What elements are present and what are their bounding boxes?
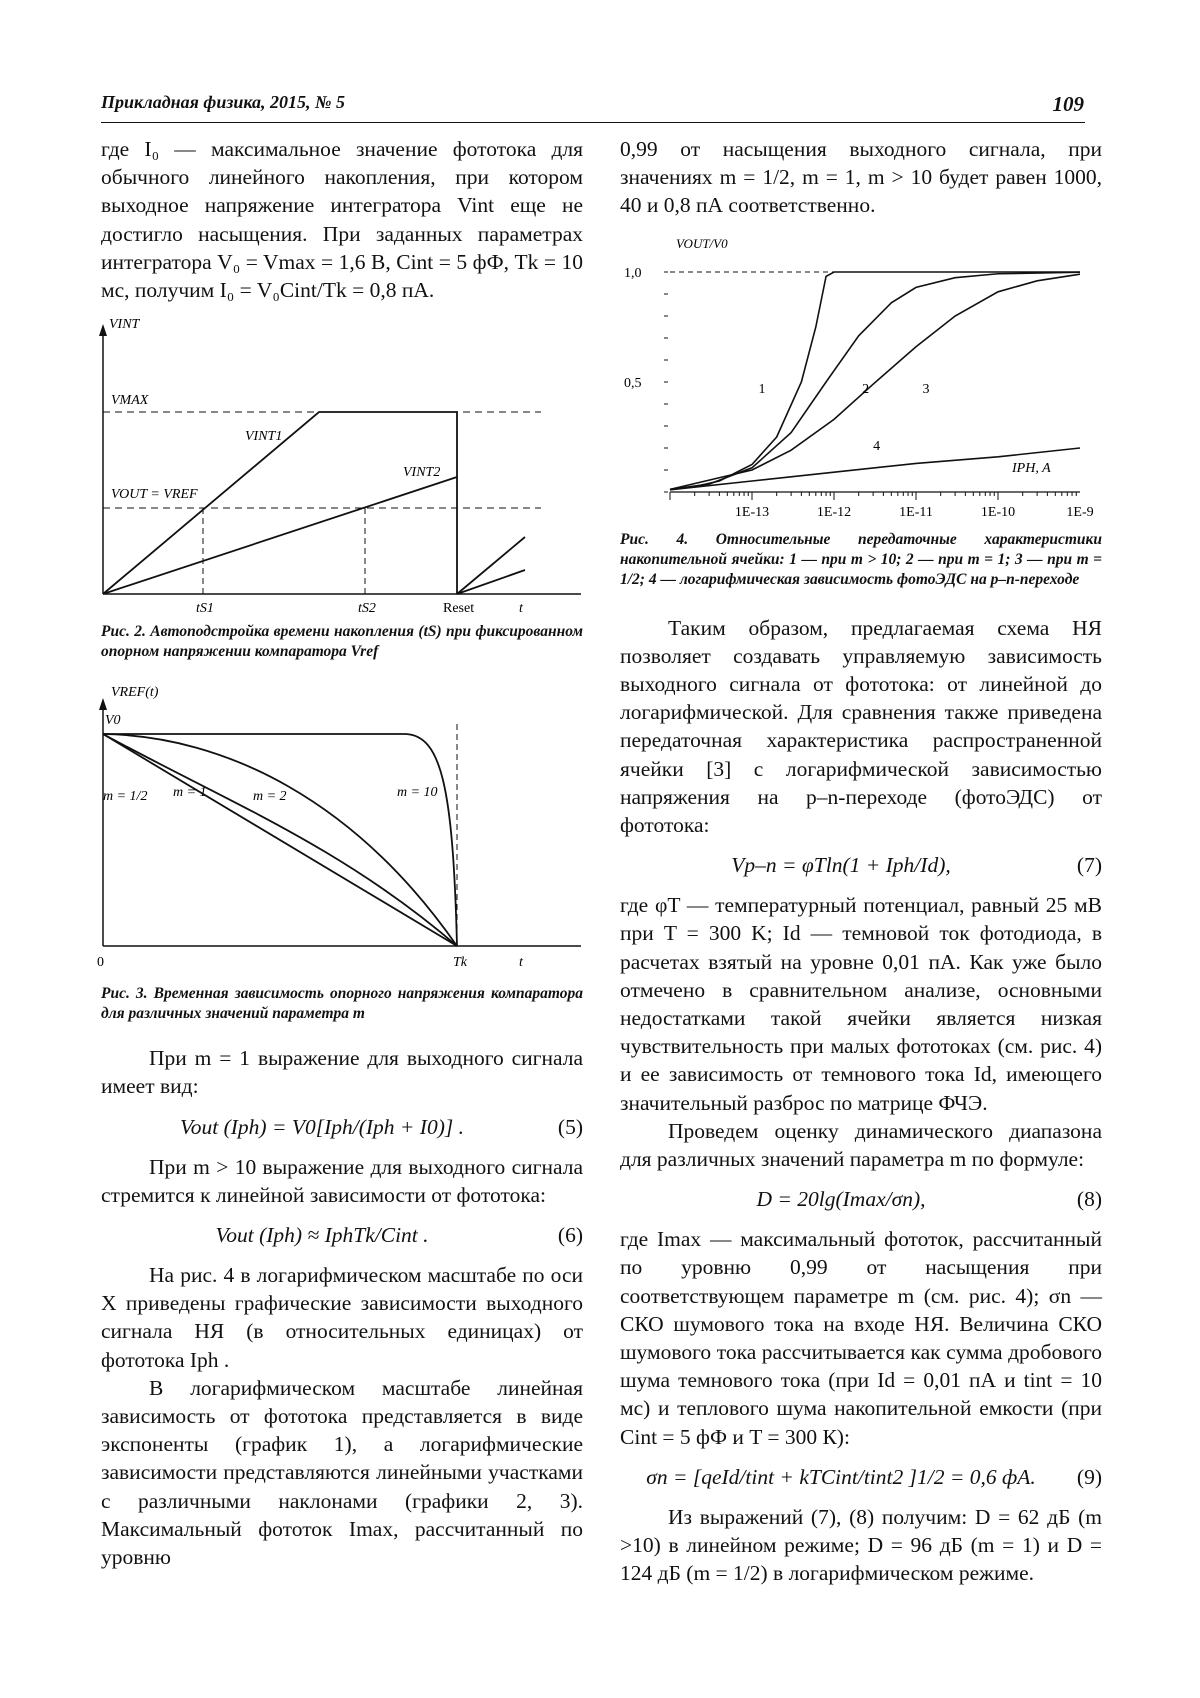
fig4-xtick-label: 1E-10 xyxy=(980,504,1016,520)
fig2-vmax-label: VMAX xyxy=(111,393,149,409)
fig2-ts2-label: tS2 xyxy=(358,601,376,617)
right-paragraph-1: 0,99 от насыщения выходного сигнала, при значениях m = 1/2, m = 1, m > 10 будет равен 1000, 40 и 0,8 пА соответственно. xyxy=(620,137,1102,218)
right-paragraph-2: Таким образом, предлагаемая схема НЯ позволяет создавать управляемую зависимость выходного сигнала от фототока: от линейной до логарифмической. Для сравнения также приведена передаточная характеристика распространенной ячейки [3] с логарифмической зависимостью напряжения на p–n-переходе (фотоЭДС) от фототока: xyxy=(620,615,1102,838)
fig4-series-line-2 xyxy=(670,272,1080,489)
left-paragraph-3: При m > 10 выражение для выходного сигнала стремится к линейной зависимости от фототока: xyxy=(101,1154,583,1207)
figure-2 xyxy=(101,312,583,617)
journal-header: Прикладная физика, 2015, № 5 xyxy=(101,92,346,112)
fig3-m2-label: m = 2 xyxy=(253,789,287,805)
fig2-reset-label: Reset xyxy=(443,601,475,617)
left-paragraph-5: В логарифмическом масштабе линейная зависимость от фототока представляется в виде экспоненты (график 1), а логарифмические зависимости представляются линейными участками с различными наклонами (графики 2, 3). Максимальный фототок Imax, рассчитанный по уровню xyxy=(101,1375,583,1570)
fig2-ts1-label: tS1 xyxy=(196,601,214,617)
header-rule xyxy=(101,122,1085,123)
fig4-xtick-label: 1E-13 xyxy=(734,504,770,520)
equation-6 xyxy=(101,1217,583,1253)
left-paragraph-4: На рис. 4 в логарифмическом масштабе по оси X приведены графические зависимости выходного сигнала НЯ (в относительных единицах) от фототока Iph . xyxy=(101,1263,583,1372)
equation-8-number: (8) xyxy=(1076,1187,1102,1212)
figure-4-chart xyxy=(620,234,1102,524)
figure-4-caption: Рис. 4. Относительные передаточные характеристики накопительной ячейки: 1 — при m > 10; 2 — при m = 1; 3 — при m = 1/2; 4 — логарифмическая зависимость фотоЭДС на p–n-переходе xyxy=(620,530,1102,588)
equation-6-formula: Vout (Iph) ≈ IphTk/Cint . xyxy=(215,1222,429,1247)
fig2-vint1-label: VINT1 xyxy=(245,429,283,445)
equation-7 xyxy=(620,847,1102,883)
fig3-v0-label: V0 xyxy=(105,713,121,729)
figure-2-caption: Рис. 2. Автоподстройка времени накопления (tS) при фиксированном опорном напряжении компаратора Vref xyxy=(101,623,583,661)
fig4-series-line-3 xyxy=(670,274,1080,489)
equation-7-number: (7) xyxy=(1076,853,1102,878)
fig4-series-label-2: 2 xyxy=(862,381,870,397)
fig3-curve-m1 xyxy=(103,734,457,946)
fig4-series-line-1 xyxy=(670,272,1080,489)
right-paragraph-6: Из выражений (7), (8) получим: D = 62 дБ (m >10) в линейном режиме; D = 96 дБ (m = 1) и D = 124 дБ (m = 1/2) в логарифмическом режиме. xyxy=(620,1504,1102,1586)
fig3-m1-label: m = 1 xyxy=(173,785,207,801)
fig4-series-label-3: 3 xyxy=(922,381,930,397)
fig3-t-label: t xyxy=(519,955,523,971)
fig3-zero-label: 0 xyxy=(97,955,104,971)
fig2-reset-ramp-2 xyxy=(457,570,525,594)
page-number: 109 xyxy=(1052,92,1084,116)
figure-3 xyxy=(97,676,583,976)
right-paragraph-3: где φT — температурный потенциал, равный 25 мВ при T = 300 K; Id — темновой ток фотодиода, в расчетах взятый на уровне 0,01 пА. Как уже было отмечено в сравнительном анализе, основными недостатками такой ячейки является низкая чувствительность при малых фототоках (см. рис. 4) и ее зависимость от темнового тока Id, имеющего значительный разброс по матрице ФЧЭ. xyxy=(620,893,1102,1115)
equation-9-formula: σn = [qeId/tint + kTCint/tint2 ]1/2 = 0,6 фА. xyxy=(646,1464,1036,1489)
fig4-series-label-1: 1 xyxy=(758,381,766,397)
left-paragraph-2: При m = 1 выражение для выходного сигнала имеет вид: xyxy=(101,1046,583,1099)
equation-5-number: (5) xyxy=(557,1114,583,1139)
equation-8-formula: D = 20lg(Imax/σn), xyxy=(756,1187,926,1212)
right-paragraph-4: Проведем оценку динамического диапазона для различных значений параметра m по формуле: xyxy=(620,1118,1102,1172)
fig4-ytick-label-1: 1,0 xyxy=(624,265,642,281)
fig2-y-arrow xyxy=(99,324,107,336)
equation-5 xyxy=(101,1109,583,1145)
fig2-y-label: VINT xyxy=(109,317,140,333)
fig2-t-label: t xyxy=(519,601,523,617)
equation-9 xyxy=(620,1459,1102,1495)
equation-6-number: (6) xyxy=(557,1222,583,1247)
fig2-reset-ramp-1 xyxy=(457,537,525,594)
fig3-tk-label: Tk xyxy=(453,955,467,971)
fig4-y-label: VOUT/V0 xyxy=(676,235,728,251)
fig3-m10-label: m = 10 xyxy=(397,785,438,801)
equation-8 xyxy=(620,1181,1102,1217)
fig2-vint2-label: VINT2 xyxy=(403,465,441,481)
figure-3-caption: Рис. 3. Временная зависимость опорного напряжения компаратора для различных значений параметра m xyxy=(101,985,583,1023)
right-column xyxy=(620,135,1102,1588)
fig4-xtick-label: 1E-11 xyxy=(899,504,933,520)
right-paragraph-5: где Imax — максимальный фототок, рассчитанный по уровню 0,99 от насыщения при соответствующем параметре m (см. рис. 4); σn — СКО шумового тока на входе НЯ. Величина СКО шумового тока рассчитывается как сумма дробового шума темнового тока (при Id = 0,01 пА и tint = 10 мс) и теплового шума накопительной емкости (при Cint = 5 фФ и T = 300 К): xyxy=(620,1227,1102,1449)
fig4-series-label-4: 4 xyxy=(873,438,881,454)
fig4-xtick-label: 1E-12 xyxy=(816,504,852,520)
equation-9-number: (9) xyxy=(1076,1464,1102,1489)
fig3-y-label: VREF(t) xyxy=(111,685,159,701)
fig4-xtick-label: 1E-9 xyxy=(1066,504,1094,520)
equation-5-formula: Vout (Iph) = V0[Iph/(Iph + I0)] . xyxy=(180,1114,464,1139)
fig3-m-half-label: m = 1/2 xyxy=(103,789,148,805)
fig2-vout-label: VOUT = VREF xyxy=(111,487,198,503)
left-paragraph-1: где I₀ — максимальное значение фототока для обычного линейного накопления, при котором выходное напряжение интегратора Vint еще не достигло насыщения. При заданных параметрах интегратора V₀ = Vmax = 1,6 В, Cint = 5 фФ, Tk = 10 мс, получим I₀ = V₀Cint/Tk = 0,8 пА. xyxy=(101,137,583,303)
fig4-x-label: IPH, A xyxy=(1012,460,1051,476)
fig4-ytick-label-05: 0,5 xyxy=(624,375,642,391)
fig3-y-arrow xyxy=(99,698,107,710)
equation-7-formula: Vp–n = φTln(1 + Iph/Id), xyxy=(731,853,951,878)
left-column xyxy=(97,135,583,1571)
